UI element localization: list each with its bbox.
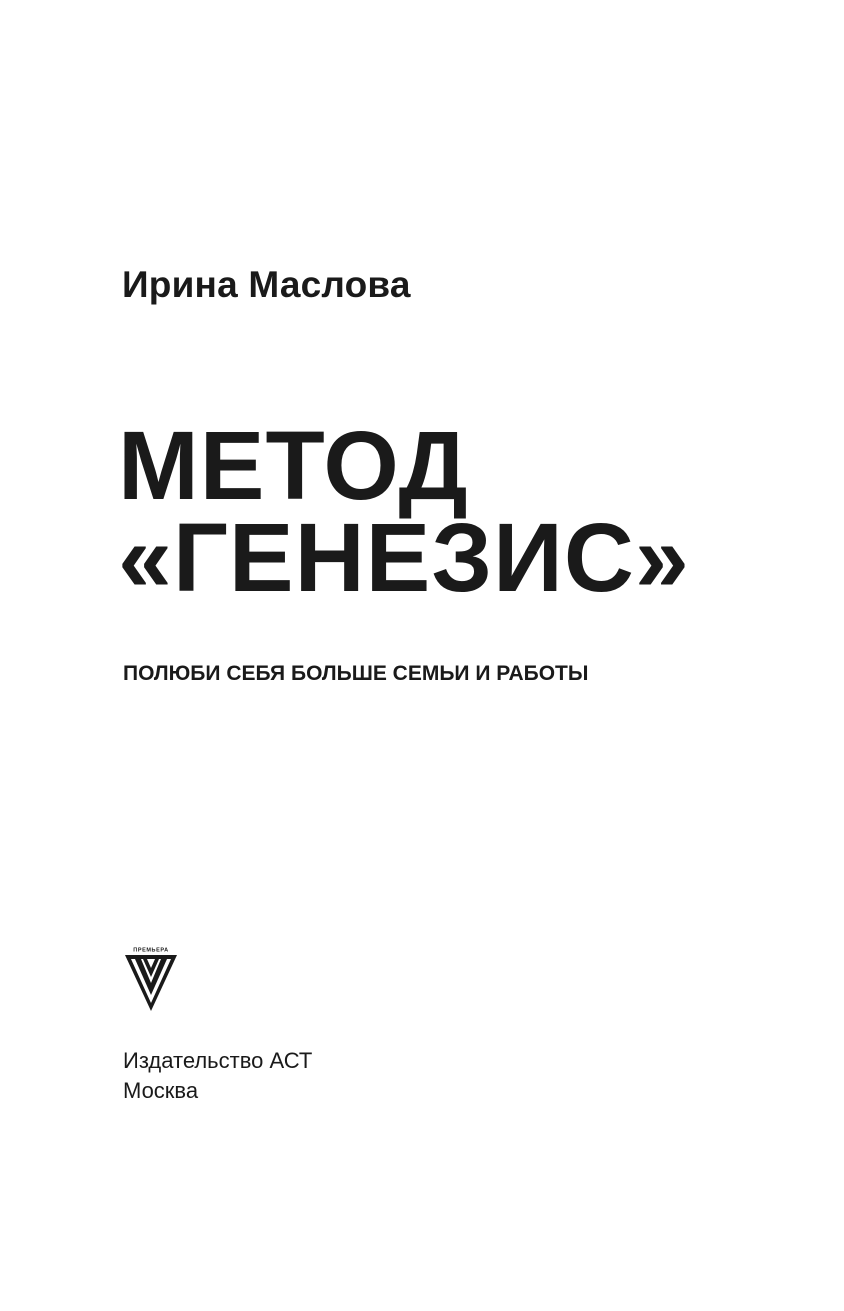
svg-text:ПРЕМЬЕРА: ПРЕМЬЕРА	[133, 947, 169, 954]
author-name: Ирина Маслова	[122, 264, 411, 305]
book-title-line-2: «ГЕНЕЗИС»	[118, 503, 690, 612]
book-subtitle: ПОЛЮБИ СЕБЯ БОЛЬШЕ СЕМЬИ И РАБОТЫ	[123, 662, 589, 685]
book-title	[118, 411, 690, 612]
publisher-v-logo-icon	[124, 946, 178, 1012]
book-title-line-1: МЕТОД	[118, 411, 469, 520]
publisher-name: Издательство АСТ	[123, 1048, 313, 1073]
publisher-info	[123, 1046, 312, 1106]
publisher-city: Москва	[123, 1078, 199, 1103]
